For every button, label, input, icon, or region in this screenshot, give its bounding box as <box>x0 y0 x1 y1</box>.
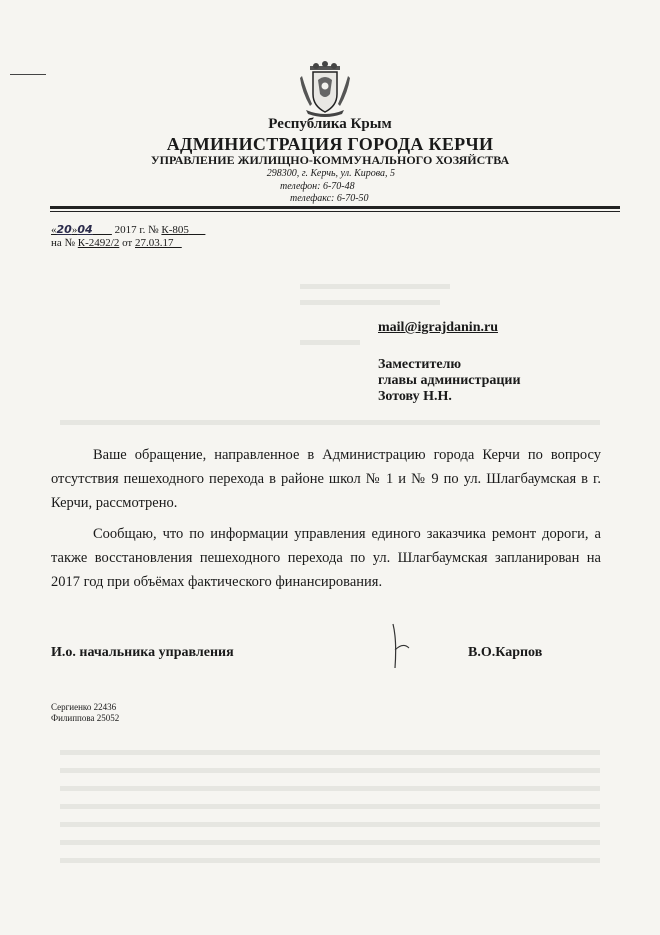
bleed-through-line <box>60 840 600 845</box>
reference-registration <box>51 237 182 249</box>
header-rule-thick <box>50 206 620 209</box>
year-text: 2017 г. № <box>114 224 159 236</box>
date-prefix: « <box>51 224 57 236</box>
bleed-through-line <box>60 750 600 755</box>
bleed-through-line <box>300 300 440 305</box>
administration-title: АДМИНИСТРАЦИЯ ГОРОДА КЕРЧИ <box>166 134 494 154</box>
bleed-through-line <box>60 420 600 425</box>
republic-title: Республика Крым <box>268 116 392 132</box>
coat-of-arms-icon <box>296 60 354 118</box>
ref-prefix: на № <box>51 237 76 249</box>
ref-date: 27.03.17 <box>135 237 174 249</box>
fax: телефакс: 6-70-50 <box>290 193 369 204</box>
executor-1: Сергиенко 22436 <box>51 702 117 712</box>
ref-from: от <box>122 237 133 249</box>
executor-2: Филиппова 25052 <box>51 713 120 723</box>
date-mid: » <box>71 224 78 236</box>
bleed-through-line <box>60 858 600 863</box>
department-title: УПРАВЛЕНИЕ ЖИЛИЩНО-КОММУНАЛЬНОГО ХОЗЯЙСТВА <box>150 153 510 167</box>
signature-icon <box>385 620 415 670</box>
bleed-through-line <box>60 786 600 791</box>
ref-number: К-2492/2 <box>77 237 120 249</box>
signer-position: И.о. начальника управления <box>51 645 234 660</box>
bleed-through-line <box>60 822 600 827</box>
bleed-through-line <box>60 804 600 809</box>
margin-mark <box>10 74 46 75</box>
recipient-line1: Заместителю <box>378 357 462 372</box>
body-paragraph-1 <box>51 443 601 515</box>
outgoing-number: К-805 <box>161 224 189 236</box>
bleed-through-line <box>300 340 360 345</box>
phone: телефон: 6-70-48 <box>280 181 355 192</box>
paragraph-text: Ваше обращение, направленное в Администрацию города Керчи по вопросу отсутствия пешеходного перехода в районе школ № 1 и № 9 по ул. Шлагбаумская в г. Керчи, рассмотрено. <box>51 447 601 511</box>
address: 298300, г. Керчь, ул. Кирова, 5 <box>266 168 395 179</box>
recipient-email: mail@igrajdanin.ru <box>378 320 498 335</box>
date-month: 04 <box>77 223 93 236</box>
date-day: 20 <box>56 223 72 236</box>
signer-name: В.О.Карпов <box>468 645 543 660</box>
recipient-line3: Зотову Н.Н. <box>378 389 452 404</box>
bleed-through-line <box>60 768 600 773</box>
body-paragraph-2 <box>51 522 601 594</box>
paragraph-text: Сообщаю, что по информации управления единого заказчика ремонт дороги, а также восстановления пешеходного перехода по ул. Шлагбаумская запланирован на 2017 год при объёмах фактического финансирования. <box>51 526 601 590</box>
header-rule-thin <box>50 211 620 212</box>
recipient-line2: главы администрации <box>378 373 521 388</box>
bleed-through-line <box>300 284 450 289</box>
outgoing-registration <box>51 223 205 236</box>
